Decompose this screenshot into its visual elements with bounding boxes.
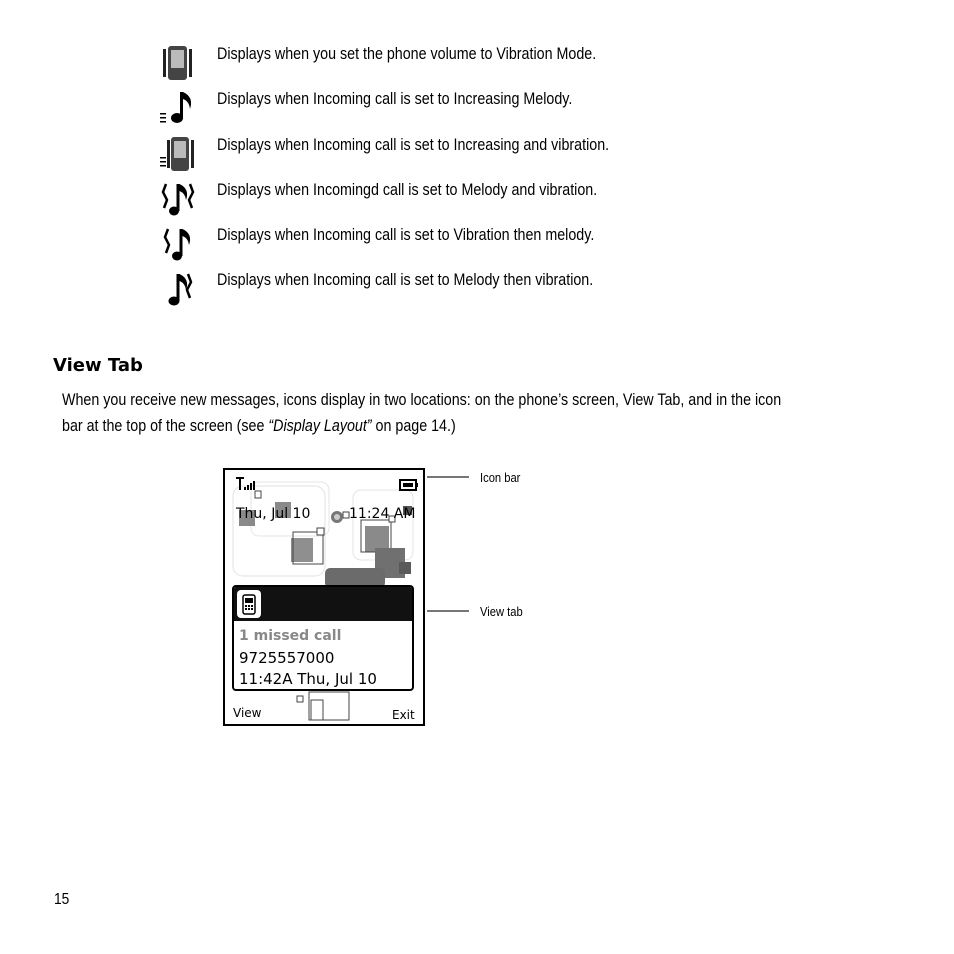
paragraph-line-2: [62, 416, 456, 436]
melody-then-vibration-icon: [160, 270, 196, 308]
battery-icon: [399, 478, 419, 492]
paragraph-text: bar at the top of the screen (see: [62, 416, 269, 435]
softkey-exit[interactable]: Exit: [392, 708, 415, 722]
softkey-view[interactable]: View: [233, 706, 262, 720]
paragraph-text: on page 14.): [371, 416, 456, 435]
signal-strength-icon: [235, 477, 257, 491]
section-heading: View Tab: [53, 355, 143, 376]
icon-bar-callout-label: Icon bar: [480, 470, 521, 485]
increasing-melody-icon: [160, 89, 196, 127]
icon-bar-callout-line: [427, 476, 469, 478]
legend-text: Displays when you set the phone volume to Vibration Mode.: [217, 44, 597, 63]
view-tab[interactable]: [232, 585, 414, 691]
legend-text: Displays when Incomingd call is set to Melody and vibration.: [217, 180, 598, 199]
view-tab-callout-label: View tab: [480, 604, 523, 619]
vibration-then-melody-icon: [160, 225, 196, 263]
view-tab-callout-line: [427, 610, 469, 612]
paragraph-line-1: When you receive new messages, icons display in two locations: on the phone’s screen, View Tab, and in the icon: [62, 390, 782, 409]
legend-text: Displays when Incoming call is set to Vibration then melody.: [217, 225, 595, 244]
melody-and-vibration-icon: [160, 180, 196, 218]
idle-time: 11:24 AM: [349, 506, 416, 522]
idle-date: Thu, Jul 10: [236, 506, 311, 522]
vibration-icon: [160, 44, 196, 82]
legend-text: Displays when Incoming call is set to Increasing Melody.: [217, 89, 573, 108]
display-layout-reference: “Display Layout”: [268, 416, 372, 435]
legend-text: Displays when Incoming call is set to Increasing and vibration.: [217, 135, 610, 154]
page-number: 15: [54, 891, 70, 908]
view-tab-header: [234, 587, 412, 621]
missed-call-time: 11:42A Thu, Jul 10: [239, 670, 377, 688]
phone-screen: [223, 468, 425, 726]
missed-call-title: 1 missed call: [239, 628, 342, 644]
missed-call-phone-icon: [237, 590, 261, 618]
increasing-vibration-icon: [160, 135, 196, 173]
missed-call-number: 9725557000: [239, 649, 335, 667]
legend-text: Displays when Incoming call is set to Melody then vibration.: [217, 270, 594, 289]
